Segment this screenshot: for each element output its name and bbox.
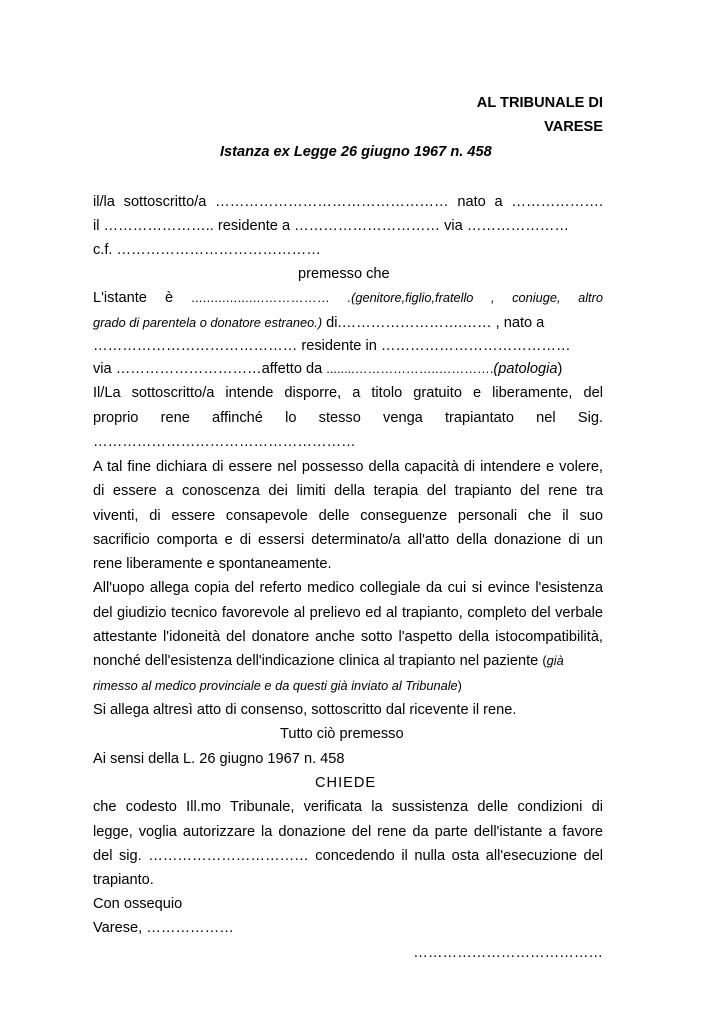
premesso-l2-text: di.…………………….…… , nato a	[322, 315, 545, 331]
premesso-l4-pathology: (patologia	[493, 361, 558, 377]
premesso-l4-dots: ........………………..………….	[326, 361, 494, 376]
attachment-l5-paren: )	[457, 678, 462, 693]
request-line-4: trapianto.	[93, 872, 154, 888]
premesso-l1-text: L'istante è	[93, 290, 192, 306]
attachment-line-5	[93, 677, 603, 695]
attachment-l4-text: nonché dell'esistenza dell'indicazione clinica al trapianto nel paziente	[93, 653, 543, 669]
addressee-line-1: AL TRIBUNALE DI	[476, 95, 603, 111]
premesso-l1-dots: ...................……………	[191, 290, 330, 305]
premesso-l1-relation: .(genitore,figlio,fratello , coniuge, altro	[329, 290, 603, 305]
attachment-line-4	[93, 652, 603, 670]
premesso-line-5: Il/La sottoscritto/a intende disporre, a titolo gratuito e liberamente, del	[93, 385, 603, 401]
law-reference-line: Ai sensi della L. 26 giugno 1967 n. 458	[93, 751, 345, 767]
attachment-line-3: attestante l'idoneità del donatore anche sotto l'aspetto della istocompatibilità,	[93, 629, 603, 645]
attachment-l5-note: rimesso al medico provinciale e da questi già inviato al Tribunale	[93, 678, 458, 693]
chiede-heading: CHIEDE	[315, 775, 377, 791]
attachment-l4-paren: (	[542, 653, 547, 668]
premesso-l4-text: via …………………………affetto da	[93, 361, 327, 377]
request-line-3: del sig. …………………………… concedendo il nulla osta all'esecuzione del	[93, 848, 603, 864]
premesso-heading: premesso che	[298, 266, 390, 282]
tutto-cio-premesso-heading: Tutto ciò premesso	[280, 726, 404, 742]
premesso-line-4	[93, 360, 603, 378]
request-line-2: legge, voglia autorizzare la donazione del rene da parte dell'istante a favore	[93, 824, 603, 840]
premesso-line-6: proprio rene affinché lo stesso venga trapiantato nel Sig.	[93, 410, 603, 426]
attachment-l4-note: già	[546, 653, 564, 668]
closing-greeting: Con ossequio	[93, 896, 183, 912]
applicant-line-2: il ………………….. residente a ………………………… via …………………	[93, 218, 569, 234]
declaration-line-2: di essere a conoscenza dei limiti della terapia del trapianto del rene tra	[93, 483, 603, 499]
premesso-line-7: ………………………………………………	[93, 434, 356, 450]
request-line-1: che codesto Ill.mo Tribunale, verificata la sussistenza delle condizioni di	[93, 799, 603, 815]
declaration-line-3: viventi, di essere consapevole delle conseguenze personali che il suo	[93, 508, 603, 524]
attachment-line-2: del giudizio tecnico favorevole al prelievo ed al trapianto, completo del verbale	[93, 605, 603, 621]
addressee-line-2: VARESE	[544, 119, 603, 135]
applicant-line-1: il/la sottoscritto/a ………………………………………… nato a ……………….	[93, 194, 603, 210]
attachment-line-6: Si allega altresì atto di consenso, sottoscritto dal ricevente il rene.	[93, 702, 517, 718]
premesso-line-1	[93, 289, 603, 307]
premesso-line-3: …………………………………… residente in …………………………………	[93, 338, 571, 354]
attachment-line-1: All'uopo allega copia del referto medico collegiale da cui si evince l'esistenza	[93, 580, 603, 596]
premesso-l2-relation: grado di parentela o donatore estraneo.)	[93, 315, 323, 330]
signature-line: …………………………………	[413, 945, 603, 961]
declaration-line-1: A tal fine dichiara di essere nel possesso della capacità di intendere e volere,	[93, 459, 603, 475]
premesso-l4-close: )	[557, 361, 563, 377]
applicant-line-3: c.f. ……………………………………	[93, 242, 321, 258]
declaration-line-5: rene liberamente e spontaneamente.	[93, 556, 332, 572]
document-subject: Istanza ex Legge 26 giugno 1967 n. 458	[220, 144, 492, 160]
premesso-line-2	[93, 314, 603, 332]
closing-place-date: Varese, ………………	[93, 920, 234, 936]
declaration-line-4: sacrificio comporta e di essersi determinato/a all'atto della donazione di un	[93, 532, 603, 548]
